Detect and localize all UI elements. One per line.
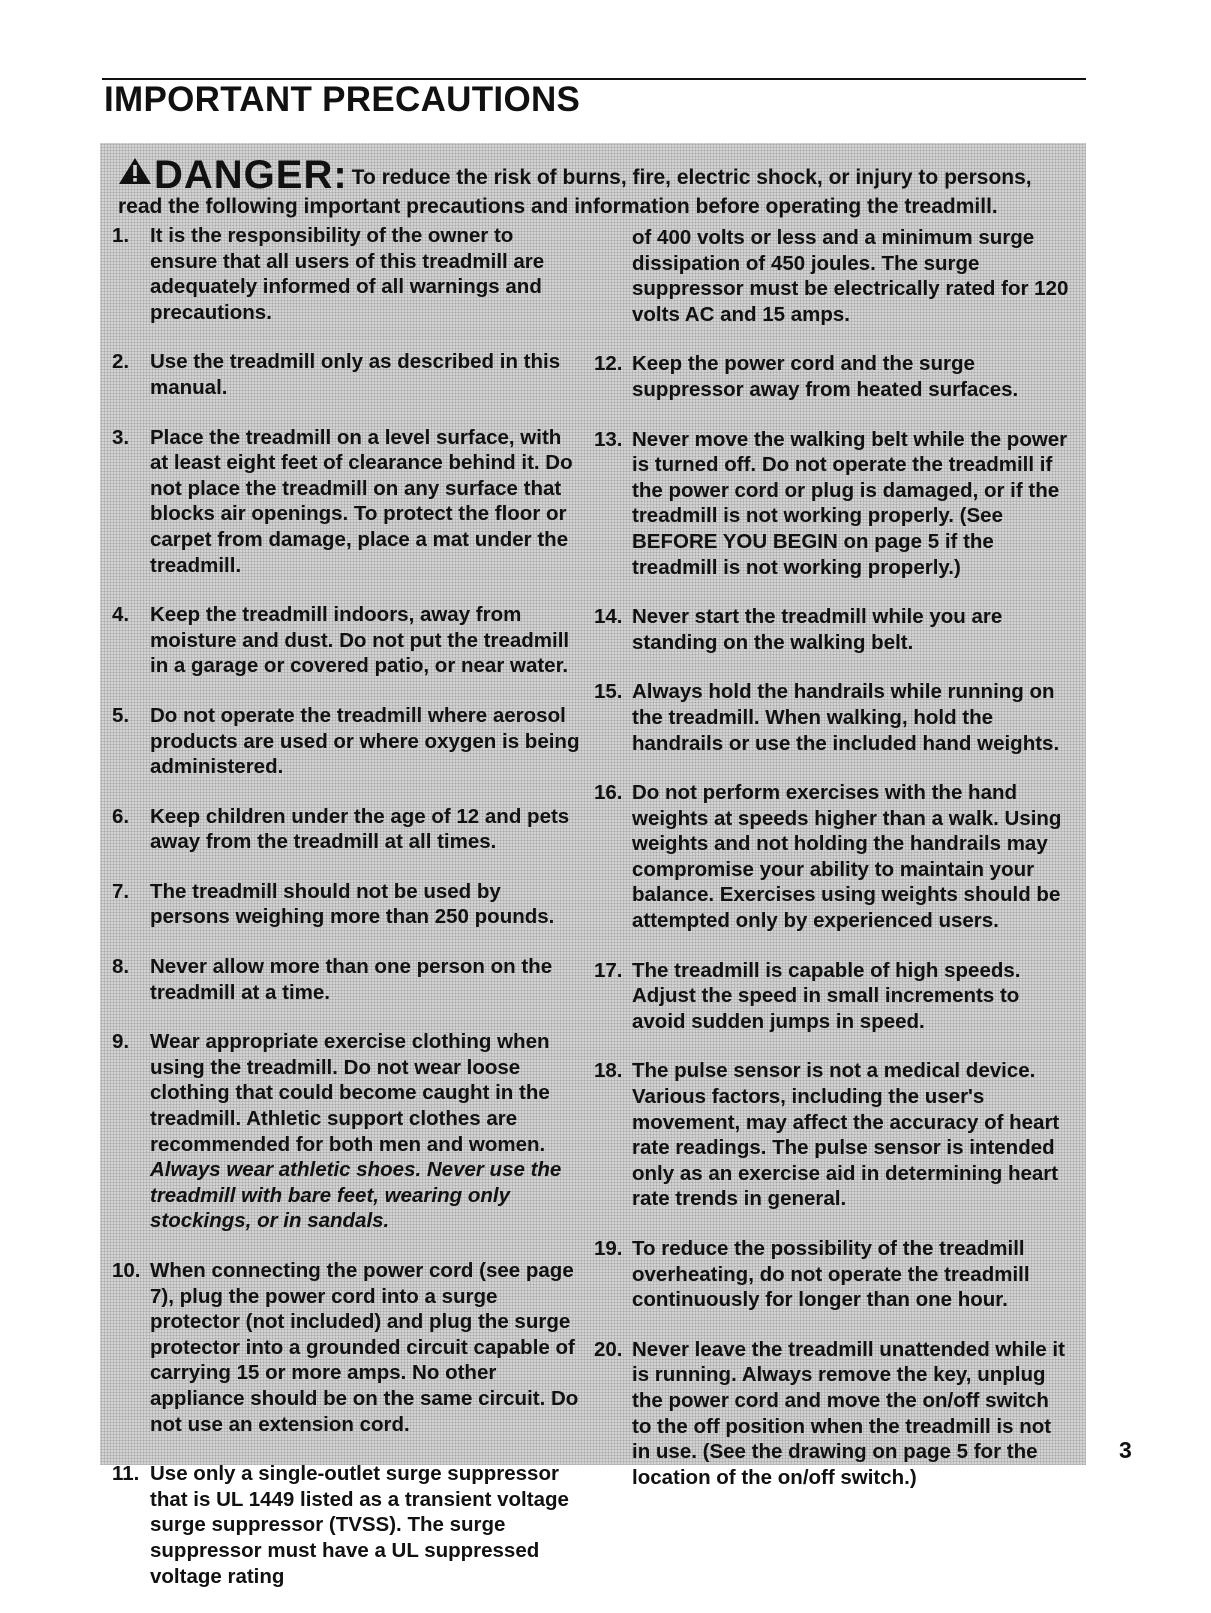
danger-text: To reduce the risk of burns, fire, electric shock, or injury to persons, read the following important precautions and information before operating the treadmill. (118, 166, 1032, 218)
precaution-text: Do not perform exercises with the hand weights at speeds higher than a walk. Using weights and not holding the handrails may compromise your ability to maintain your balance. Exercises using weights should be attempted only by experienced users. (632, 781, 1062, 933)
precaution-item (594, 351, 1072, 402)
warning-triangle-icon (118, 157, 152, 185)
precaution-number: 8. (112, 955, 130, 979)
precaution-number: 16. (594, 781, 623, 805)
precaution-text: The treadmill is capable of high speeds. Adjust the speed in small increments to avoid sudden jumps in speed. (632, 958, 1021, 1033)
precaution-item (112, 602, 580, 679)
precaution-text: Never start the treadmill while you are standing on the walking belt. (632, 605, 1003, 654)
precaution-number: 5. (112, 703, 130, 727)
precautions-column-right (594, 225, 1072, 1514)
precaution-text: To reduce the possibility of the treadmill overheating, do not operate the treadmill continuously for longer than one hour. (632, 1237, 1030, 1312)
precaution-number: 12. (594, 352, 623, 376)
precaution-number: 1. (112, 224, 130, 247)
precaution-item (594, 780, 1072, 934)
precaution-number: 7. (112, 879, 130, 903)
precaution-number: 9. (112, 1030, 130, 1054)
precaution-text: It is the responsibility of the owner to ensure that all users of this treadmill are adequately informed of all warnings and precautions. (150, 224, 545, 324)
precaution-item (112, 1029, 580, 1234)
precaution-number: 2. (112, 350, 130, 374)
page-number: 3 (1119, 1437, 1132, 1463)
precaution-item (594, 1058, 1072, 1212)
precaution-item (112, 804, 580, 855)
precaution-item (112, 1461, 580, 1589)
precaution-text: Wear appropriate exercise clothing when using the treadmill. Do not wear loose clothing that could become caught in the treadmill. Athletic support clothes are recommended for both men and women. (150, 1030, 550, 1156)
precaution-number: 15. (594, 680, 623, 704)
precaution-item (112, 349, 580, 400)
precaution-text: Never move the walking belt while the power is turned off. Do not operate the treadmill if the power cord or plug is damaged, or if the treadmill is not working properly. (See BEFORE YOU BEGIN on page 5 if the treadmill is not working properly.) (632, 427, 1068, 579)
precaution-text: Use only a single-outlet surge suppressor that is UL 1449 listed as a transient voltage surge suppressor (TVSS). The surge suppressor must have a UL suppressed voltage rating (150, 1462, 569, 1588)
precaution-text: When connecting the power cord (see page 7), plug the power cord into a surge protector (not included) and plug the surge protector into a grounded circuit capable of carrying 15 or more amps. No other appliance should be on the same circuit. Do not use an extension cord. (150, 1259, 579, 1436)
precaution-number: 6. (112, 804, 130, 828)
precautions-panel (100, 143, 1086, 1588)
danger-statement (118, 153, 1068, 221)
precautions-column-left (112, 223, 580, 1613)
precaution-text: Do not operate the treadmill where aerosol products are used or where oxygen is being administered. (150, 703, 580, 779)
precaution-item (112, 703, 580, 780)
precaution-text: Use the treadmill only as described in this manual. (150, 350, 561, 399)
precaution-number: 10. (112, 1259, 141, 1282)
precaution-number: 13. (594, 427, 623, 451)
precaution-item (594, 1236, 1072, 1313)
precaution-number: 19. (594, 1237, 623, 1260)
precaution-text: The pulse sensor is not a medical device. Various factors, including the user's movement, may affect the accuracy of heart rate readings. The pulse sensor is intended only as an exercise aid in determining heart rate trends in general. (632, 1059, 1060, 1211)
precaution-item (112, 954, 580, 1005)
precaution-text: Never leave the treadmill unattended while it is running. Always remove the key, unplug the power cord and move the on/off switch to the off position when the treadmill is not in use. (See the drawing on page 5 for the location of the on/off switch.) (632, 1337, 1065, 1489)
precaution-item (112, 223, 580, 325)
precaution-number: 4. (112, 603, 130, 627)
precaution-text: Keep the treadmill indoors, away from moisture and dust. Do not put the treadmill in a garage or covered patio, or near water. (150, 603, 570, 678)
precaution-continuation: of 400 volts or less and a minimum surge dissipation of 450 joules. The surge suppressor must be electrically rated for 120 volts AC and 15 amps. (632, 226, 1069, 326)
page-title: IMPORTANT PRECAUTIONS (104, 80, 581, 119)
precaution-item (594, 427, 1072, 581)
precaution-text: The treadmill should not be used by persons weighing more than 250 pounds. (150, 879, 555, 929)
precaution-number: 14. (594, 605, 623, 629)
precaution-number: 11. (112, 1462, 140, 1486)
precaution-text: Place the treadmill on a level surface, with at least eight feet of clearance behind it. Do not place the treadmill on any surface that blocks air openings. To protect the floor or carpet from damage, place a mat under the treadmill. (150, 425, 573, 577)
precaution-number: 18. (594, 1059, 623, 1083)
precaution-item (594, 958, 1072, 1035)
precaution-text: Always hold the handrails while running on the treadmill. When walking, hold the handrails or use the included hand weights. (632, 680, 1060, 755)
precaution-item (112, 1258, 580, 1437)
danger-label: DANGER: (154, 153, 348, 197)
precaution-item (594, 604, 1072, 655)
precaution-item (112, 879, 580, 930)
precaution-text: Keep children under the age of 12 and pets away from the treadmill at all times. (150, 804, 570, 854)
precaution-emphasis: Always wear athletic shoes. Never use the treadmill with bare feet, wearing only stockings, or in sandals. (150, 1158, 562, 1233)
precaution-text: Keep the power cord and the surge suppressor away from heated surfaces. (632, 352, 1019, 401)
precaution-text: Never allow more than one person on the treadmill at a time. (150, 955, 553, 1004)
precaution-number: 17. (594, 958, 623, 982)
precaution-item (594, 1337, 1072, 1491)
precaution-number: 20. (594, 1337, 623, 1361)
precaution-item (594, 679, 1072, 756)
precaution-item (112, 425, 580, 579)
precaution-number: 3. (112, 425, 130, 449)
